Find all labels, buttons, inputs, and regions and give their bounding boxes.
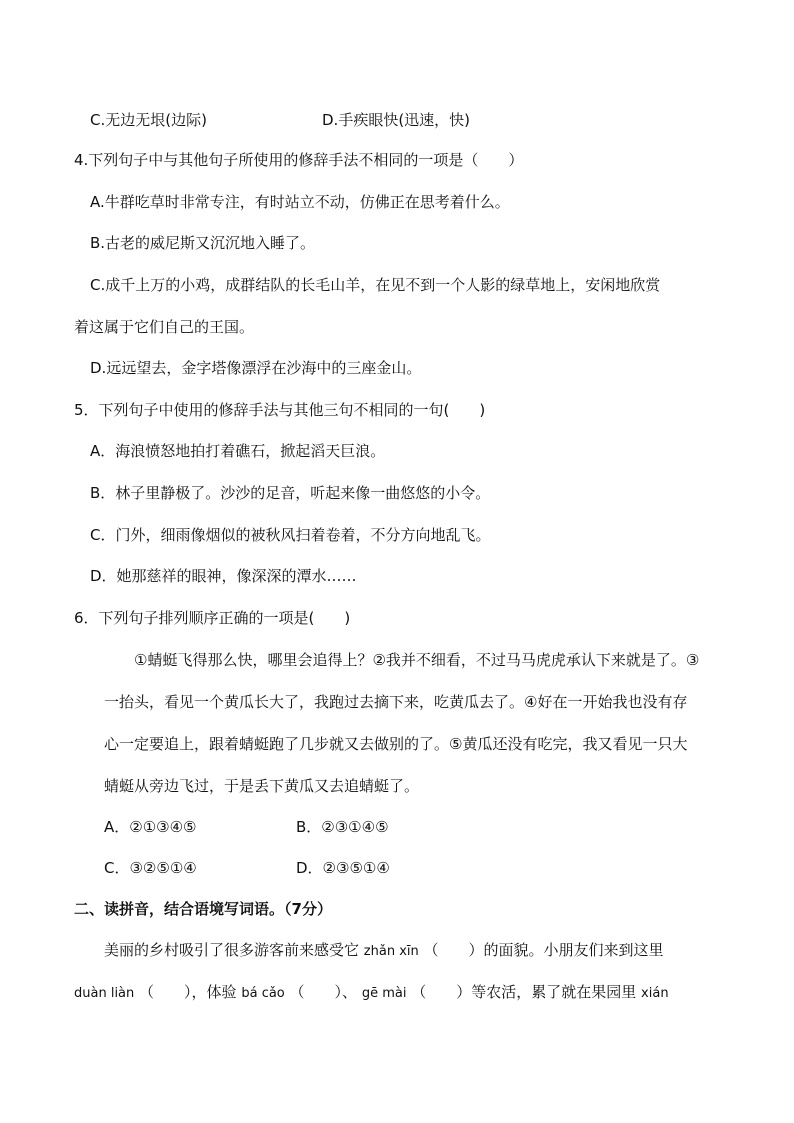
section2-text-2a: （ ），体验: [139, 983, 237, 1001]
q5-option-b: B．林子里静极了。沙沙的足音，听起来像一曲悠悠的小令。: [90, 484, 491, 502]
q5-option-a: A．海浪愤怒地拍打着礁石，掀起滔天巨浪。: [90, 442, 386, 460]
pinyin-ba-cao: bá cǎo: [241, 986, 285, 1001]
pinyin-duan-lian: duàn liàn: [74, 986, 135, 1001]
q6-paragraph-line3: 心一定要追上，跟着蜻蜓跑了几步就又去做别的了。⑤黄瓜还没有吃完，我又看见一只大: [104, 735, 688, 753]
q6-option-b: B．②③①④⑤: [296, 818, 389, 836]
q4-stem: 4.下列句子中与其他句子所使用的修辞手法不相同的一项是（ ）: [74, 151, 524, 169]
section2-heading: 二、读拼音，结合语境写词语。（7分）: [74, 900, 332, 918]
section2-line1: [104, 940, 664, 962]
q5-stem: 5．下列句子中使用的修辞手法与其他三句不相同的一句( ): [74, 401, 486, 419]
q4-option-b: B.古老的威尼斯又沉沉地入睡了。: [90, 234, 316, 252]
q4-option-c-line2: 着这属于它们自己的王国。: [74, 318, 255, 336]
q4-option-d: D.远远望去，金字塔像漂浮在沙海中的三座金山。: [90, 359, 422, 377]
section2-text-1a: 美丽的乡村吸引了很多游客前来感受它: [104, 941, 360, 959]
q5-option-d: D．她那慈祥的眼神，像深深的潭水……: [90, 567, 357, 585]
section2-text-2b: （ ）、: [289, 983, 358, 1001]
q6-paragraph-line4: 蜻蜓从旁边飞过，于是丢下黄瓜又去追蜻蜓了。: [104, 777, 420, 795]
q6-paragraph-line1: ①蜻蜓飞得那么快，哪里会追得上？②我并不细看，不过马马虎虎承认下来就是了。③: [134, 651, 700, 669]
q3-option-d: D.手疾眼快(迅速，快): [322, 111, 471, 129]
q6-paragraph-line2: 一抬头，看见一个黄瓜长大了，我跑过去摘下来，吃黄瓜去了。④好在一开始我也没有存: [104, 693, 688, 711]
section2-text-2c: （ ）等农活，累了就在果园里: [411, 983, 637, 1001]
q5-option-c: C．门外，细雨像烟似的被秋风扫着卷着，不分方向地乱飞。: [90, 526, 491, 544]
section2-line2: [74, 982, 669, 1004]
q3-option-c: C.无边无垠(边际): [90, 111, 207, 129]
pinyin-zhan-xin: zhǎn xīn: [363, 944, 419, 959]
pinyin-xian: xián: [641, 986, 669, 1001]
pinyin-ge-mai: gē mài: [361, 986, 407, 1001]
q6-stem: 6．下列句子排列顺序正确的一项是( ): [74, 609, 351, 627]
section2-text-1b: （ ）的面貌。小朋友们来到这里: [423, 941, 664, 959]
q6-option-a: A．②①③④⑤: [104, 818, 197, 836]
q6-option-d: D．②③⑤①④: [296, 859, 390, 877]
q6-option-c: C．③②⑤①④: [104, 859, 197, 877]
q4-option-a: A.牛群吃草时非常专注，有时站立不动，仿佛正在思考着什么。: [90, 193, 510, 211]
q4-option-c-line1: C.成千上万的小鸡，成群结队的长毛山羊，在见不到一个人影的绿草地上，安闲地欣赏: [90, 276, 661, 294]
